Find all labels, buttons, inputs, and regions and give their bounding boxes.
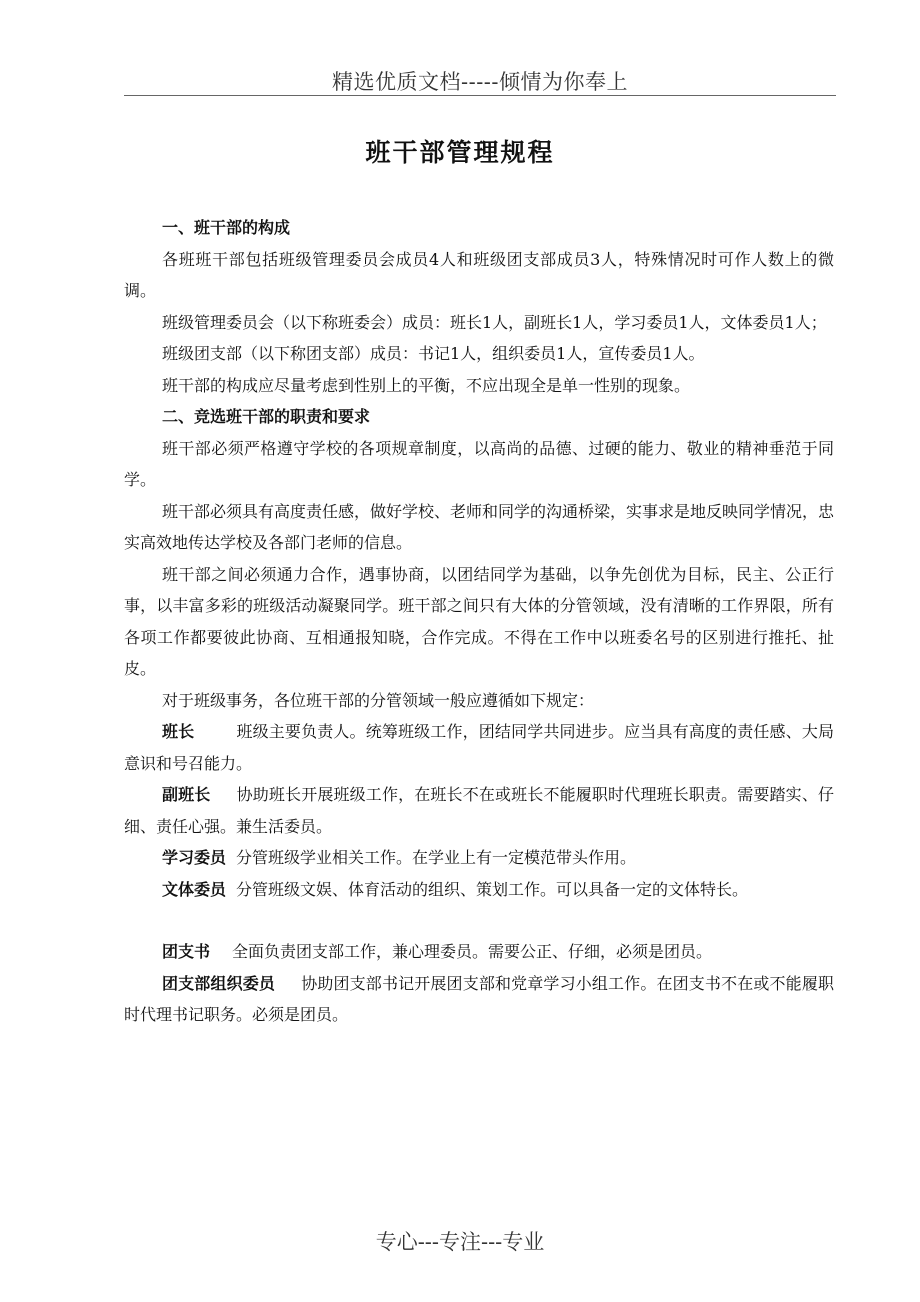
page-header: 精选优质文档-----倾情为你奉上 [332, 70, 628, 94]
role-entry-culture-sports-commissioner [124, 874, 834, 906]
paragraph: 班干部的构成应尽量考虑到性别上的平衡，不应出现全是单一性别的现象。 [162, 375, 691, 395]
role-description: 协助团支部书记开展团支部和党章学习小组工作。在团支书不在或不能履职时代理书记职务。必须是团员。 [124, 973, 834, 1024]
role-name: 团支书 [162, 942, 211, 961]
role-name: 团支部组织委员 [162, 973, 276, 993]
page-footer: 专心---专注---专业 [375, 1230, 545, 1254]
section-heading-duties: 二、竞选班干部的职责和要求 [162, 407, 371, 426]
paragraph: 班级管理委员会（以下称班委会）成员：班长1人，副班长1人，学习委员1人，文体委员1人； [162, 312, 827, 332]
role-description: 协助班长开展班级工作，在班长不在或班长不能履职时代理班长职责。需要踏实、仔细、责任心强。兼生活委员。 [124, 785, 834, 836]
role-entry-monitor [124, 716, 834, 779]
paragraph: 对于班级事务，各位班干部的分管领域一般应遵循如下规定： [162, 690, 595, 710]
document-title: 班干部管理规程 [365, 138, 555, 167]
role-entry-vice-monitor [124, 779, 834, 842]
section-heading-composition: 一、班干部的构成 [162, 218, 291, 237]
paragraph: 班干部之间必须通力合作，遇事协商，以团结同学为基础，以争先创优为目标，民主、公正行事，以丰富多彩的班级活动凝聚同学。班干部之间只有大体的分管领域，没有清晰的工作界限，所有各项工作都要彼此协商、互相通报知晓，合作完成。不得在工作中以班委名号的区别进行推托、扯皮。 [124, 564, 834, 678]
header-divider [124, 95, 836, 96]
role-name: 班长 [162, 722, 195, 741]
document-body [124, 212, 834, 1031]
paragraph: 班干部必须具有高度责任感，做好学校、老师和同学的沟通桥梁，实事求是地反映同学情况，忠实高效地传达学校及各部门老师的信息。 [124, 501, 835, 552]
role-name: 文体委员 [162, 879, 227, 899]
role-description: 分管班级文娱、体育活动的组织、策划工作。可以具备一定的文体特长。 [236, 879, 749, 899]
paragraph: 各班班干部包括班级管理委员会成员4人和班级团支部成员3人，特殊情况时可作人数上的微调。 [124, 249, 834, 300]
role-entry-league-secretary [124, 936, 834, 968]
role-entry-study-commissioner [124, 842, 834, 874]
role-description: 全面负责团支部工作，兼心理委员。需要公正、仔细，必须是团员。 [232, 942, 713, 961]
role-name: 副班长 [162, 785, 211, 804]
role-description: 班级主要负责人。统筹班级工作，团结同学共同进步。应当具有高度的责任感、大局意识和号召能力。 [124, 722, 834, 773]
paragraph: 班级团支部（以下称团支部）成员：书记1人，组织委员1人，宣传委员1人。 [162, 344, 705, 363]
role-entry-league-organizer [124, 968, 834, 1031]
role-name: 学习委员 [162, 848, 227, 867]
role-description: 分管班级学业相关工作。在学业上有一定模范带头作用。 [236, 848, 637, 867]
paragraph: 班干部必须严格遵守学校的各项规章制度，以高尚的品德、过硬的能力、敬业的精神垂范于同学。 [124, 438, 834, 489]
blank-line [124, 905, 834, 936]
